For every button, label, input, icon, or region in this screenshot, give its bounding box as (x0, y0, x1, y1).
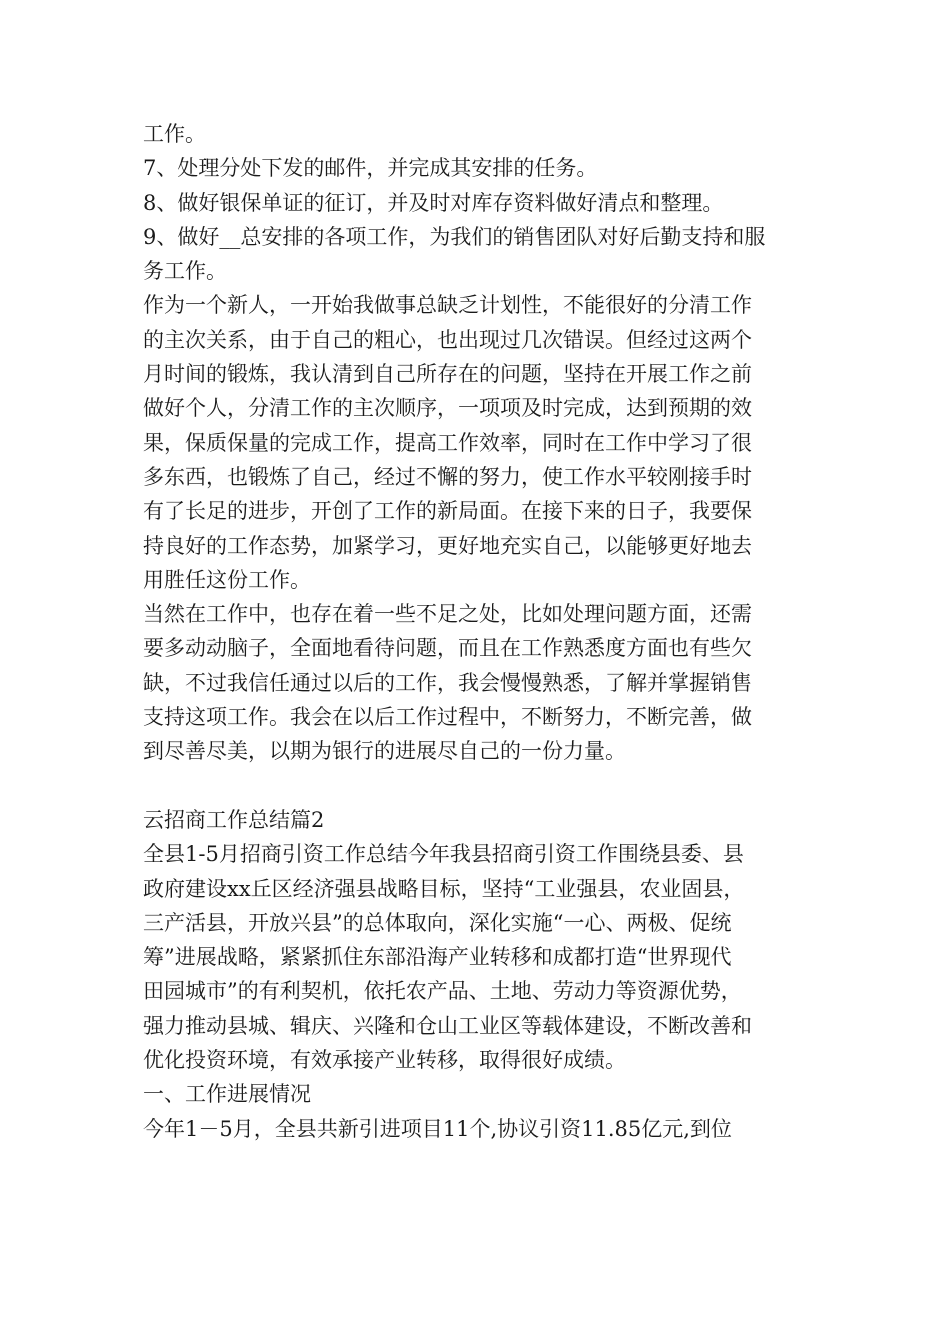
text-line: 多东西，也锻炼了自己，经过不懈的努力，使工作水平较刚接手时 (143, 464, 752, 489)
text-line: 果，保质保量的完成工作，提高工作效率，同时在工作中学习了很 (143, 430, 752, 455)
text-line: 要多动动脑子，全面地看待问题，而且在工作熟悉度方面也有些欠 (143, 636, 752, 661)
text-line: 月时间的锻炼，我认清到自己所存在的问题，坚持在开展工作之前 (143, 362, 752, 387)
section-heading: 云招商工作总结篇2 (143, 807, 325, 832)
text-line: 作为一个新人，一开始我做事总缺乏计划性，不能很好的分清工作 (143, 293, 752, 318)
text-line: 筹”进展战略，紧紧抓住东部沿海产业转移和成都打造“世界现代 (143, 945, 732, 970)
text-line: 强力推动县城、辑庆、兴隆和仓山工业区等载体建设，不断改善和 (143, 1013, 752, 1038)
text-line: 优化投资环境，有效承接产业转移，取得很好成绩。 (143, 1048, 626, 1073)
text-line: 三产活县，开放兴县”的总体取向，深化实施“一心、两极、促统 (143, 910, 732, 935)
text-line: 持良好的工作态势，加紧学习，更好地充实自己，以能够更好地去 (143, 533, 752, 558)
text-line: 有了长足的进步，开创了工作的新局面。在接下来的日子，我要保 (143, 499, 752, 524)
text-line: 缺，不过我信任通过以后的工作，我会慢慢熟悉，了解并掌握销售 (143, 670, 752, 695)
text-line: 工作。 (143, 122, 206, 146)
text-line: 支持这项工作。我会在以后工作过程中，不断努力，不断完善，做 (143, 705, 752, 730)
text-line: 政府建设xx丘区经济强县战略目标，坚持“工业强县，农业固县， (143, 876, 745, 901)
text-line: 到尽善尽美，以期为银行的进展尽自己的一份力量。 (143, 739, 626, 764)
blank-line (143, 769, 808, 803)
text-line: 9、做好__总安排的各项工作，为我们的销售团队对好后勤支持和服 (143, 224, 766, 249)
text-line: 8、做好银保单证的征订，并及时对库存资料做好清点和整理。 (143, 190, 724, 215)
text-line: 全县1-5月招商引资工作总结今年我县招商引资工作围绕县委、县 (143, 842, 744, 867)
document-page (143, 117, 808, 1146)
text-line: 当然在工作中，也存在着一些不足之处，比如处理问题方面，还需 (143, 602, 752, 627)
subsection-heading: 一、工作进展情况 (143, 1082, 311, 1107)
text-line: 用胜任这份工作。 (143, 567, 311, 592)
text-line: 7、处理分处下发的邮件，并完成其安排的任务。 (143, 156, 598, 181)
text-line: 今年1－5月，全县共新引进项目11个,协议引资11.85亿元,到位 (143, 1116, 732, 1141)
text-line: 务工作。 (143, 259, 227, 284)
text-line: 做好个人，分清工作的主次顺序，一项项及时完成，达到预期的效 (143, 396, 752, 421)
text-line: 的主次关系，由于自己的粗心，也出现过几次错误。但经过这两个 (143, 327, 752, 352)
text-line: 田园城市”的有利契机，依托农产品、土地、劳动力等资源优势， (143, 979, 742, 1004)
